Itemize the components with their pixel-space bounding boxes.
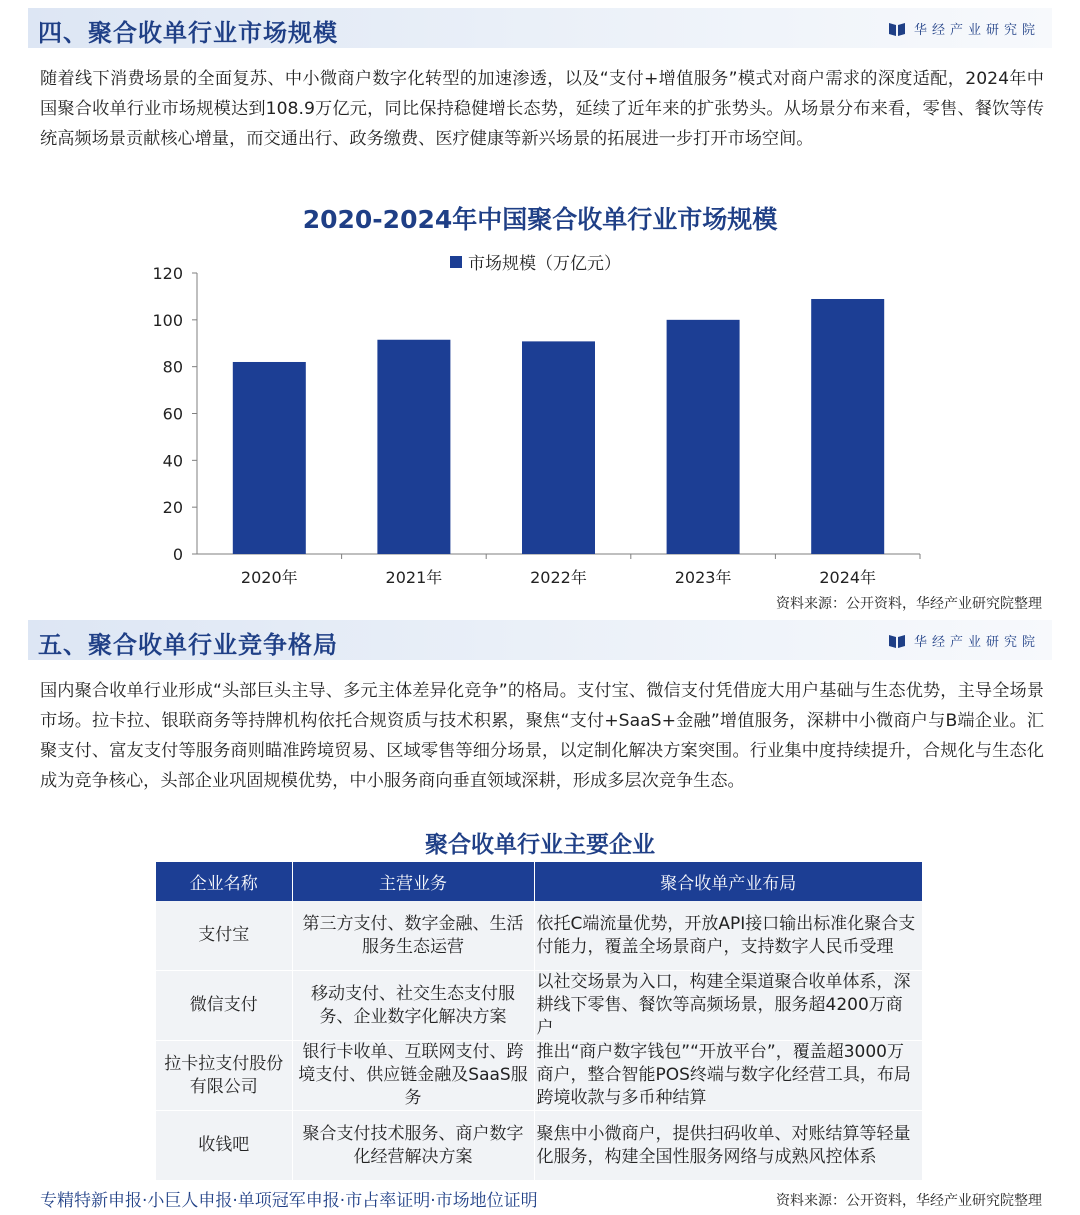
chart-title: 2020-2024年中国聚合收单行业市场规模 bbox=[302, 205, 778, 234]
brand-logo bbox=[888, 19, 1040, 38]
bar-2023年 bbox=[667, 320, 740, 554]
table-title: 聚合收单行业主要企业 bbox=[425, 832, 655, 858]
bar-2022年 bbox=[522, 341, 595, 554]
brand-book-icon bbox=[888, 21, 906, 37]
brand-logo bbox=[888, 631, 1040, 650]
table-row bbox=[156, 1041, 922, 1111]
section-header-competition bbox=[28, 620, 1052, 660]
bar-2021年 bbox=[377, 340, 450, 554]
y-tick-label: 80 bbox=[162, 357, 183, 377]
section-title: 五、聚合收单行业竞争格局 bbox=[38, 631, 338, 659]
table-row bbox=[156, 971, 922, 1041]
table-row bbox=[156, 1111, 922, 1181]
brand-book-icon bbox=[888, 633, 906, 649]
table-source: 资料来源：公开资料，华经产业研究院整理 bbox=[776, 1193, 1042, 1209]
company-name: 拉卡拉支付股份有限公司 bbox=[156, 1041, 292, 1111]
x-tick-label: 2020年 bbox=[240, 568, 298, 587]
main-business: 移动支付、社交生态支付服务、企业数字化解决方案 bbox=[292, 971, 534, 1041]
main-business: 第三方支付、数字金融、生活服务生态运营 bbox=[292, 901, 534, 971]
header-company-name: 企业名称 bbox=[156, 862, 292, 901]
section-header-market-size bbox=[28, 8, 1052, 48]
y-tick-label: 120 bbox=[152, 264, 183, 283]
x-tick-label: 2021年 bbox=[385, 568, 443, 587]
competition-paragraph: 国内聚合收单行业形成“头部巨头主导、多元主体差异化竞争”的格局。支付宝、微信支付凭借庞大用户基础与生态优势，主导全场景市场。拉卡拉、银联商务等持牌机构依托合规资质与技术积累，聚焦“支付+SaaS+金融”增值服务，深耕中小微商户与B端企业。汇聚支付、富友支付等服务商则瞄准跨境贸易、区域零售等细分场景，以定制化解决方案突围。行业集中度持续提升，合规化与生态化成为竞争核心，头部企业巩固规模优势，中小服务商向垂直领域深耕，形成多层次竞争生态。 bbox=[40, 681, 1044, 791]
legend-label: 市场规模（万亿元） bbox=[468, 254, 621, 274]
bar-2024年 bbox=[811, 299, 884, 554]
footer-services-link[interactable]: 专精特新申报·小巨人申报·单项冠军申报·市占率证明·市场地位证明 bbox=[40, 1191, 538, 1211]
table-header-row bbox=[156, 862, 922, 901]
y-tick-label: 20 bbox=[162, 498, 183, 518]
y-tick-label: 40 bbox=[162, 451, 183, 471]
bar-2020年 bbox=[233, 362, 306, 554]
x-tick-label: 2024年 bbox=[819, 568, 877, 587]
brand-name: 华经产业研究院 bbox=[913, 23, 1040, 38]
company-name: 收钱吧 bbox=[156, 1111, 292, 1181]
brand-name: 华经产业研究院 bbox=[913, 635, 1040, 650]
header-layout: 聚合收单产业布局 bbox=[534, 862, 922, 901]
company-name: 支付宝 bbox=[156, 901, 292, 971]
x-tick-label: 2022年 bbox=[530, 568, 587, 587]
companies-table bbox=[156, 862, 923, 1181]
market-size-paragraph: 随着线下消费场景的全面复苏、中小微商户数字化转型的加速渗透，以及“支付+增值服务”模式对商户需求的深度适配，2024年中国聚合收单行业市场规模达到108.9万亿元，同比保持稳健增长态势，延续了近年来的扩张势头。从场景分布来看，零售、餐饮等传统高频场景贡献核心增量，而交通出行、政务缴费、医疗健康等新兴场景的拓展进一步打开市场空间。 bbox=[40, 69, 1044, 149]
main-business: 聚合支付技术服务、商户数字化经营解决方案 bbox=[292, 1111, 534, 1181]
industry-layout: 以社交场景为入口，构建全渠道聚合收单体系，深耕线下零售、餐饮等高频场景，服务超4200万商户 bbox=[534, 971, 922, 1041]
y-tick-label: 0 bbox=[172, 545, 183, 564]
y-tick-label: 100 bbox=[152, 310, 183, 330]
section-title: 四、聚合收单行业市场规模 bbox=[38, 19, 338, 47]
market-size-bar-chart bbox=[0, 255, 1080, 595]
chart-source: 资料来源：公开资料，华经产业研究院整理 bbox=[776, 596, 1042, 612]
table-row bbox=[156, 901, 922, 971]
industry-layout: 依托C端流量优势，开放API接口输出标准化聚合支付能力，覆盖全场景商户，支持数字人民币受理 bbox=[534, 901, 922, 971]
x-tick-label: 2023年 bbox=[674, 568, 732, 587]
main-business: 银行卡收单、互联网支付、跨境支付、供应链金融及SaaS服务 bbox=[292, 1041, 534, 1111]
company-name: 微信支付 bbox=[156, 971, 292, 1041]
industry-layout: 推出“商户数字钱包”“开放平台”，覆盖超3000万商户，整合智能POS终端与数字化经营工具，布局跨境收款与多币种结算 bbox=[534, 1041, 922, 1111]
y-tick-label: 60 bbox=[162, 404, 183, 424]
industry-layout: 聚焦中小微商户，提供扫码收单、对账结算等轻量化服务，构建全国性服务网络与成熟风控体系 bbox=[534, 1111, 922, 1181]
header-main-business: 主营业务 bbox=[292, 862, 534, 901]
